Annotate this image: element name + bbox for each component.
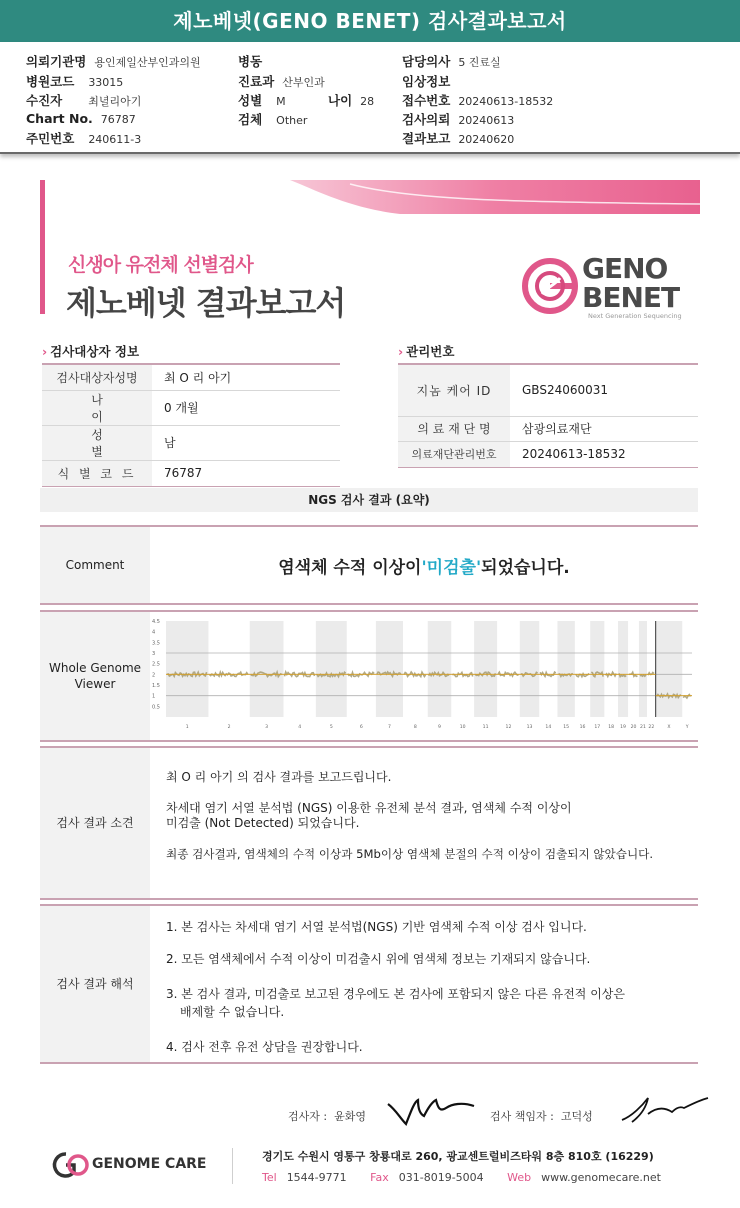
chromosome-band — [428, 621, 452, 717]
x-tick-label: 22 — [648, 725, 655, 730]
findings-line: 차세대 염기 서열 분석법 (NGS) 이용한 유전체 분석 결과, 염색체 수적 이상이 — [166, 801, 572, 815]
x-tick-label: 7 — [387, 725, 391, 730]
findings-label: 검사 결과 소견 — [40, 748, 150, 898]
copy-number-series — [640, 675, 646, 677]
y-tick-label: 1.5 — [152, 683, 160, 689]
chevron-right-icon: › — [42, 344, 48, 359]
header-field: 나이 28 — [328, 93, 375, 108]
x-tick-label: X — [667, 725, 671, 730]
whole-genome-viewer-label: Whole Genome Viewer — [40, 612, 150, 740]
tester-signature-mark — [384, 1094, 476, 1128]
table-row: 의 료 재 단 명 삼광의료재단 — [398, 416, 698, 441]
header-field: 병동 — [238, 54, 263, 69]
x-tick-label: 21 — [640, 725, 646, 730]
x-tick-label: 12 — [505, 725, 512, 730]
y-tick-label: 1 — [152, 693, 156, 700]
x-tick-label: 5 — [329, 725, 333, 730]
header-field: 담당의사 5 진료실 — [402, 54, 501, 69]
chromosome-band — [590, 621, 604, 717]
tester-signature: 검사자 : 윤화영 — [288, 1110, 366, 1123]
subject-info-table — [42, 363, 340, 487]
header-field: 임상정보 — [402, 74, 451, 89]
footer-contact: Tel 1544-9771 Fax 031-8019-5004 Web www.genomecare.net — [262, 1171, 661, 1184]
x-tick-label: 17 — [594, 725, 601, 730]
genome-care-logo-icon — [50, 1150, 90, 1180]
director-signature-mark — [618, 1092, 710, 1126]
header-field: 접수번호 20240613-18532 — [402, 93, 554, 108]
x-tick-label: 4 — [298, 725, 302, 730]
header-field: 성별 M — [238, 93, 286, 108]
x-tick-label: 3 — [265, 725, 269, 730]
chromosome-band — [639, 621, 647, 717]
footer-divider — [232, 1148, 233, 1184]
patient-header — [0, 42, 740, 154]
copy-number-series — [683, 695, 690, 698]
findings-line: 미검출 (Not Detected) 되었습니다. — [166, 816, 360, 830]
report-header-title: 제노베넷(GENO BENET) 검사결과보고서 — [0, 0, 740, 42]
chromosome-band — [520, 621, 539, 717]
header-field: 병원코드 33015 — [26, 74, 124, 89]
y-tick-label: 3 — [152, 651, 156, 657]
table-row: 지놈 케어 ID GBS24060031 — [398, 364, 698, 416]
table-row: 의료재단관리번호 20240613-18532 — [398, 441, 698, 467]
findings-line: 최 O 리 아기 의 검사 결과를 보고드립니다. — [166, 770, 392, 784]
report-subtitle: 신생아 유전체 선별검사 — [68, 254, 253, 276]
x-tick-label: 10 — [459, 725, 466, 730]
findings-line: 최종 검사결과, 염색체의 수적 이상과 5Mb이상 염색체 분절의 수적 이상이 검출되지 않았습니다. — [166, 847, 654, 861]
table-row: 나 이 0 개월 — [42, 390, 340, 425]
chromosome-band — [474, 621, 497, 717]
y-tick-label: 3.5 — [152, 640, 160, 647]
comment-label: Comment — [40, 527, 150, 603]
findings-block — [40, 746, 698, 900]
geno-benet-logo: GENO BENET Next Generation Sequencing — [522, 254, 702, 324]
header-field: 수진자 최녈리아기 — [26, 93, 142, 108]
header-field: 검체 Other — [238, 112, 308, 127]
x-tick-label: Y — [685, 725, 689, 730]
chromosome-band — [557, 621, 574, 717]
table-row: 성 별 남 — [42, 425, 340, 460]
chevron-right-icon: › — [398, 344, 404, 359]
chromosome-band — [618, 621, 628, 717]
genome-care-logo: GENOME CARE — [50, 1150, 220, 1180]
interpretation-line: 3. 본 검사 결과, 미검출로 보고된 경우에도 본 검사에 포함되지 않은 다른 유전적 이상은 — [166, 987, 625, 1001]
x-tick-label: 6 — [359, 725, 363, 730]
x-tick-label: 8 — [413, 725, 417, 730]
x-tick-label: 16 — [579, 725, 586, 730]
interpretation-label: 검사 결과 해석 — [40, 906, 150, 1062]
x-tick-label: 1 — [185, 725, 189, 730]
interpretation-line: 1. 본 검사는 차세대 염기 서열 분석법(NGS) 기반 염색체 수적 이상 검사 입니다. — [166, 920, 587, 934]
y-tick-label: 0.5 — [152, 704, 160, 711]
interpretation-line: 4. 검사 전후 유전 상담을 권장합니다. — [166, 1040, 363, 1054]
y-tick-label: 2.5 — [152, 661, 160, 668]
management-number-heading: › 관리번호 — [398, 344, 455, 359]
x-tick-label: 11 — [482, 725, 489, 730]
chromosome-band — [250, 621, 284, 717]
x-tick-label: 14 — [545, 725, 552, 730]
copy-number-series — [648, 673, 654, 676]
header-field: 주민번호 240611-3 — [26, 131, 142, 146]
table-row: 식 별 코 드 76787 — [42, 460, 340, 486]
x-tick-label: 15 — [563, 725, 570, 730]
x-tick-label: 18 — [608, 725, 615, 730]
header-field: 검사의뢰 20240613 — [402, 112, 515, 127]
comment-text: 염색체 수적 이상이 '미검출' 되었습니다. — [150, 527, 698, 603]
whole-genome-viewer-block — [40, 610, 698, 742]
ngs-summary-heading: NGS 검사 결과 (요약) — [40, 488, 698, 512]
chromosome-band — [166, 621, 208, 717]
x-tick-label: 19 — [620, 725, 626, 730]
accent-bar — [40, 180, 45, 314]
chromosome-band — [376, 621, 403, 717]
pink-swoosh-decoration — [290, 180, 700, 214]
whole-genome-viewer-chart — [150, 615, 696, 737]
x-tick-label: 9 — [438, 725, 441, 730]
y-tick-label: 4 — [152, 629, 156, 636]
y-tick-label: 2 — [152, 672, 156, 679]
management-table — [398, 363, 698, 468]
header-field: Chart No. 76787 — [26, 111, 136, 126]
header-field: 의뢰기관명 용인제일산부인과의원 — [26, 54, 201, 69]
director-signature: 검사 책임자 : 고덕성 — [490, 1110, 593, 1123]
interpretation-line: 배제할 수 없습니다. — [180, 1005, 285, 1019]
interpretation-line: 2. 모든 염색체에서 수적 이상이 미검출시 위에 염색체 정보는 기재되지 않습니다. — [166, 952, 591, 966]
footer-address: 경기도 수원시 영통구 창룡대로 260, 광교센트럴비즈타워 8층 810호 (16229) — [262, 1150, 654, 1163]
chromosome-band — [316, 621, 347, 717]
comment-block — [40, 525, 698, 605]
geno-benet-logo-icon — [522, 256, 580, 316]
table-row: 검사대상자성명 최 O 리 아기 — [42, 364, 340, 390]
subject-info-heading: › 검사대상자 정보 — [42, 344, 140, 359]
y-tick-label: 4.5 — [152, 619, 160, 625]
chromosome-band — [656, 621, 683, 717]
header-field: 결과보고 20240620 — [402, 131, 515, 146]
x-tick-label: 13 — [526, 725, 533, 730]
header-field: 진료과 산부인과 — [238, 74, 325, 89]
x-tick-label: 20 — [630, 725, 637, 730]
report-title: 제노베넷 결과보고서 — [66, 284, 346, 322]
not-detected-highlight: '미검출' — [421, 557, 482, 578]
interpretation-block — [40, 904, 698, 1064]
x-tick-label: 2 — [227, 725, 231, 730]
